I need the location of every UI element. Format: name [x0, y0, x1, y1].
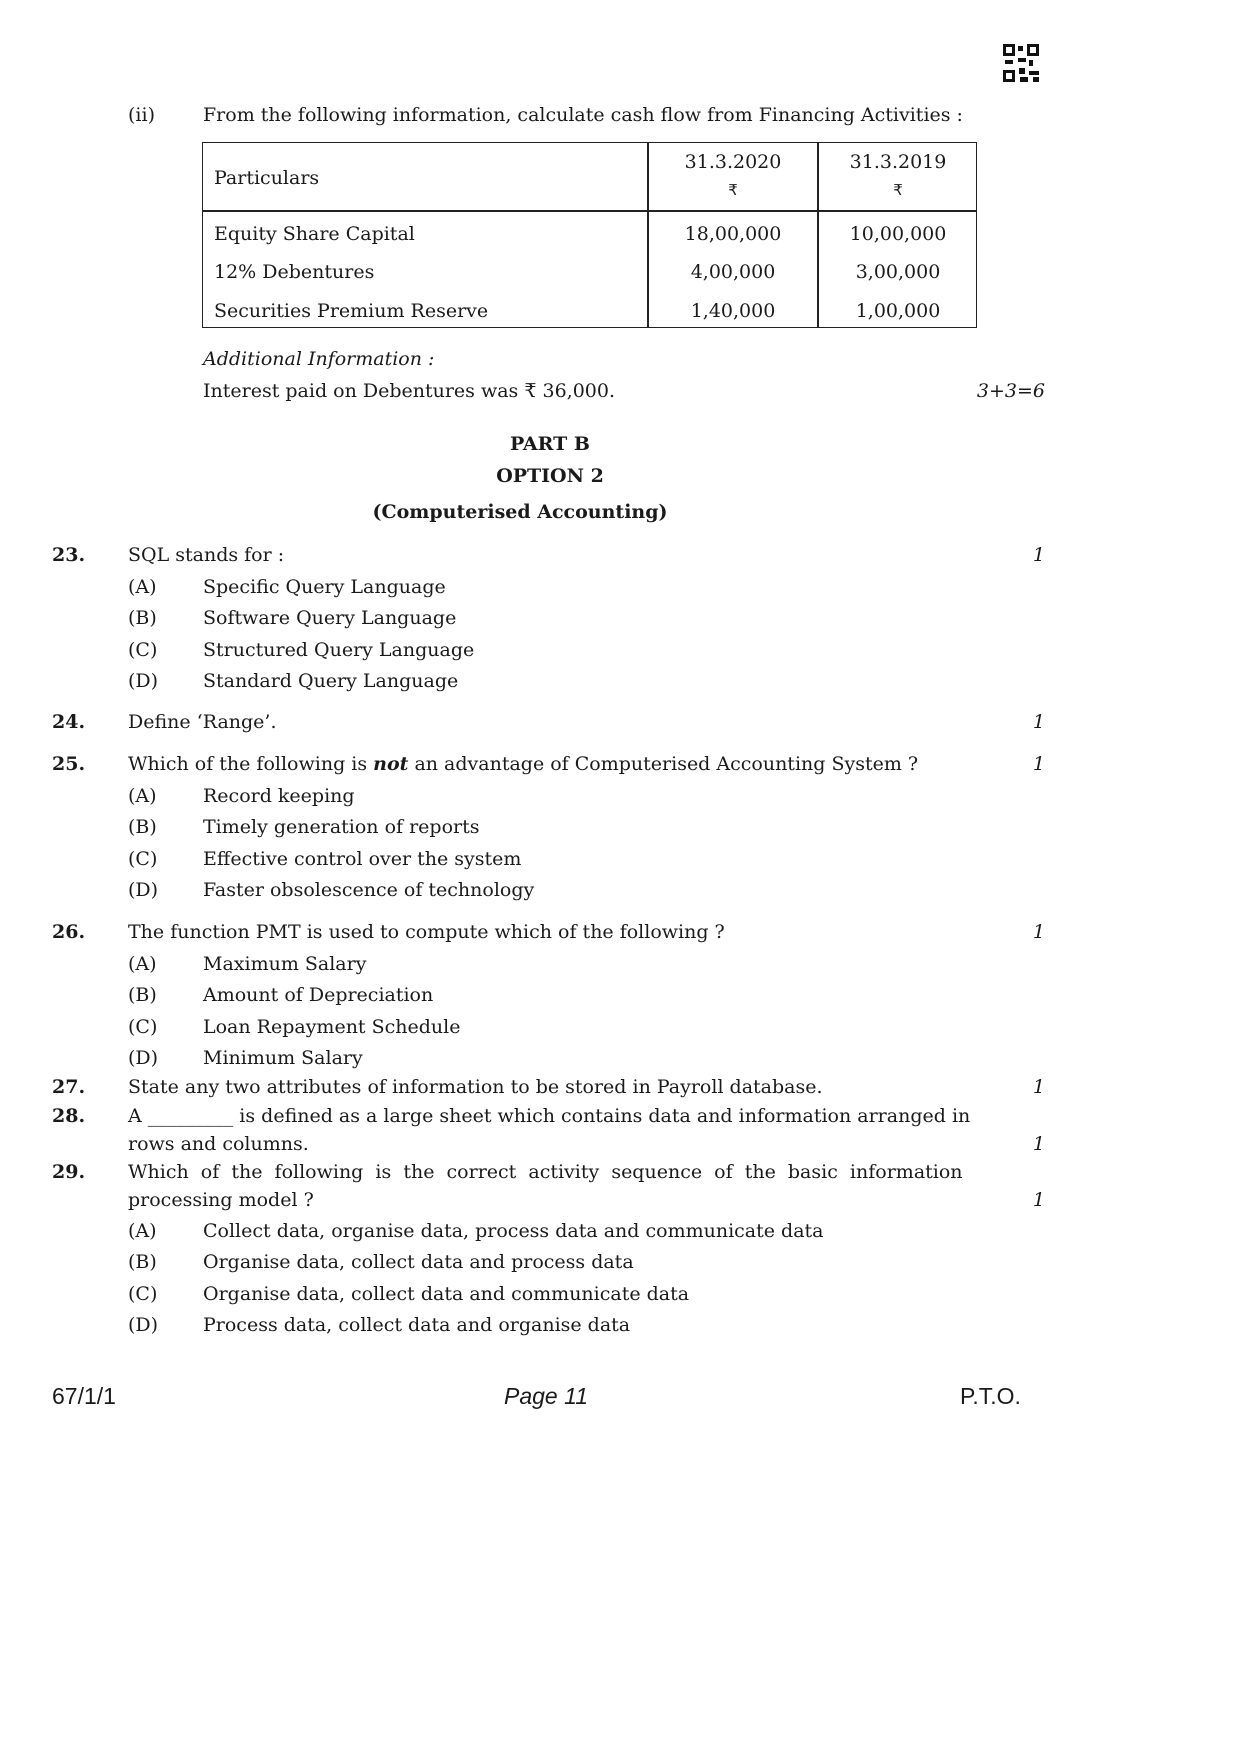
question-text: Define ‘Range’.: [128, 711, 277, 733]
question-number: 23.: [52, 544, 86, 566]
option-letter: (D): [128, 1314, 159, 1336]
question-text: The function PMT is used to compute which of the following ?: [128, 921, 725, 943]
additional-info-text: Interest paid on Debentures was ₹ 36,000.: [203, 380, 615, 402]
option-text: Loan Repayment Schedule: [203, 1016, 461, 1038]
option-text: Minimum Salary: [203, 1047, 363, 1069]
table-row-value: 3,00,000: [855, 261, 941, 283]
option-letter: (B): [128, 1251, 157, 1273]
part-subtitle: (Computerised Accounting): [372, 501, 668, 523]
option-title: OPTION 2: [496, 465, 604, 487]
question-number: 24.: [52, 711, 86, 733]
sub-question-label: (ii): [128, 104, 155, 126]
option-letter: (A): [128, 785, 157, 807]
question-text: State any two attributes of information to be stored in Payroll database.: [128, 1076, 823, 1098]
option-text: Specific Query Language: [203, 576, 446, 598]
option-letter: (B): [128, 816, 157, 838]
table-row-value: 1,40,000: [690, 300, 776, 322]
question-number: 26.: [52, 921, 86, 943]
marks: 1: [1032, 711, 1045, 733]
additional-info-heading: Additional Information :: [203, 348, 435, 370]
option-letter: (B): [128, 984, 157, 1006]
table-row-item: Equity Share Capital: [214, 223, 415, 245]
option-text: Organise data, collect data and process data: [203, 1251, 634, 1273]
option-text: Amount of Depreciation: [203, 984, 434, 1006]
option-text: Record keeping: [203, 785, 355, 807]
option-letter: (C): [128, 1016, 158, 1038]
option-text: Maximum Salary: [203, 953, 367, 975]
option-letter: (A): [128, 953, 157, 975]
question-text: SQL stands for :: [128, 544, 285, 566]
option-text: Software Query Language: [203, 607, 457, 629]
option-text: Structured Query Language: [203, 639, 475, 661]
option-text: Effective control over the system: [203, 848, 522, 870]
option-text: Organise data, collect data and communicate data: [203, 1283, 690, 1305]
option-letter: (D): [128, 670, 159, 692]
option-letter: (C): [128, 639, 158, 661]
option-letter: (A): [128, 576, 157, 598]
paper-code: 67/1/1: [52, 1383, 116, 1409]
table-row-value: 18,00,000: [684, 223, 782, 245]
marks: 3+3=6: [976, 380, 1045, 402]
option-text: Standard Query Language: [203, 670, 459, 692]
sub-question-text: From the following information, calculate cash flow from Financing Activities :: [203, 104, 963, 126]
table-row-value: 10,00,000: [849, 223, 947, 245]
table-row-value: 1,00,000: [855, 300, 941, 322]
question-text-part: an advantage of Computerised Accounting System ?: [408, 753, 919, 775]
question-text-part: Which of the following is: [128, 753, 374, 775]
pto-label: P.T.O.: [960, 1383, 1021, 1409]
option-letter: (B): [128, 607, 157, 629]
table-row-item: Securities Premium Reserve: [214, 300, 489, 322]
header-particulars: Particulars: [214, 167, 320, 189]
question-text-line: rows and columns.: [128, 1133, 309, 1155]
marks: 1: [1032, 544, 1045, 566]
table-row-item: 12% Debentures: [214, 261, 375, 283]
header-2019: 31.3.2019: [849, 151, 947, 173]
marks: 1: [1032, 1189, 1045, 1211]
currency-symbol: ₹: [893, 181, 903, 199]
marks: 1: [1032, 921, 1045, 943]
question-number: 25.: [52, 753, 86, 775]
option-letter: (C): [128, 848, 158, 870]
question-text: [128, 753, 918, 775]
page-number: Page 11: [504, 1383, 588, 1409]
header-2020: 31.3.2020: [684, 151, 782, 173]
question-number: 27.: [52, 1076, 86, 1098]
question-text-line: Which of the following is the correct activity sequence of the basic information: [128, 1161, 963, 1183]
marks: 1: [1032, 1076, 1045, 1098]
table-row-value: 4,00,000: [690, 261, 776, 283]
currency-symbol: ₹: [728, 181, 738, 199]
option-letter: (D): [128, 879, 159, 901]
question-emphasis: not: [373, 753, 409, 775]
option-text: Faster obsolescence of technology: [203, 879, 535, 901]
question-number: 28.: [52, 1105, 86, 1127]
question-number: 29.: [52, 1161, 86, 1183]
option-letter: (C): [128, 1283, 158, 1305]
financing-table: [202, 142, 977, 328]
option-text: Timely generation of reports: [203, 816, 480, 838]
qr-code-icon: [1003, 44, 1039, 82]
marks: 1: [1032, 1133, 1045, 1155]
question-text-line: A _________ is defined as a large sheet which contains data and information arranged in: [128, 1105, 971, 1127]
option-letter: (A): [128, 1220, 157, 1242]
marks: 1: [1032, 753, 1045, 775]
option-text: Process data, collect data and organise data: [203, 1314, 631, 1336]
question-text-line: processing model ?: [128, 1189, 314, 1211]
option-letter: (D): [128, 1047, 159, 1069]
part-title: PART B: [510, 433, 590, 455]
option-text: Collect data, organise data, process data and communicate data: [203, 1220, 824, 1242]
